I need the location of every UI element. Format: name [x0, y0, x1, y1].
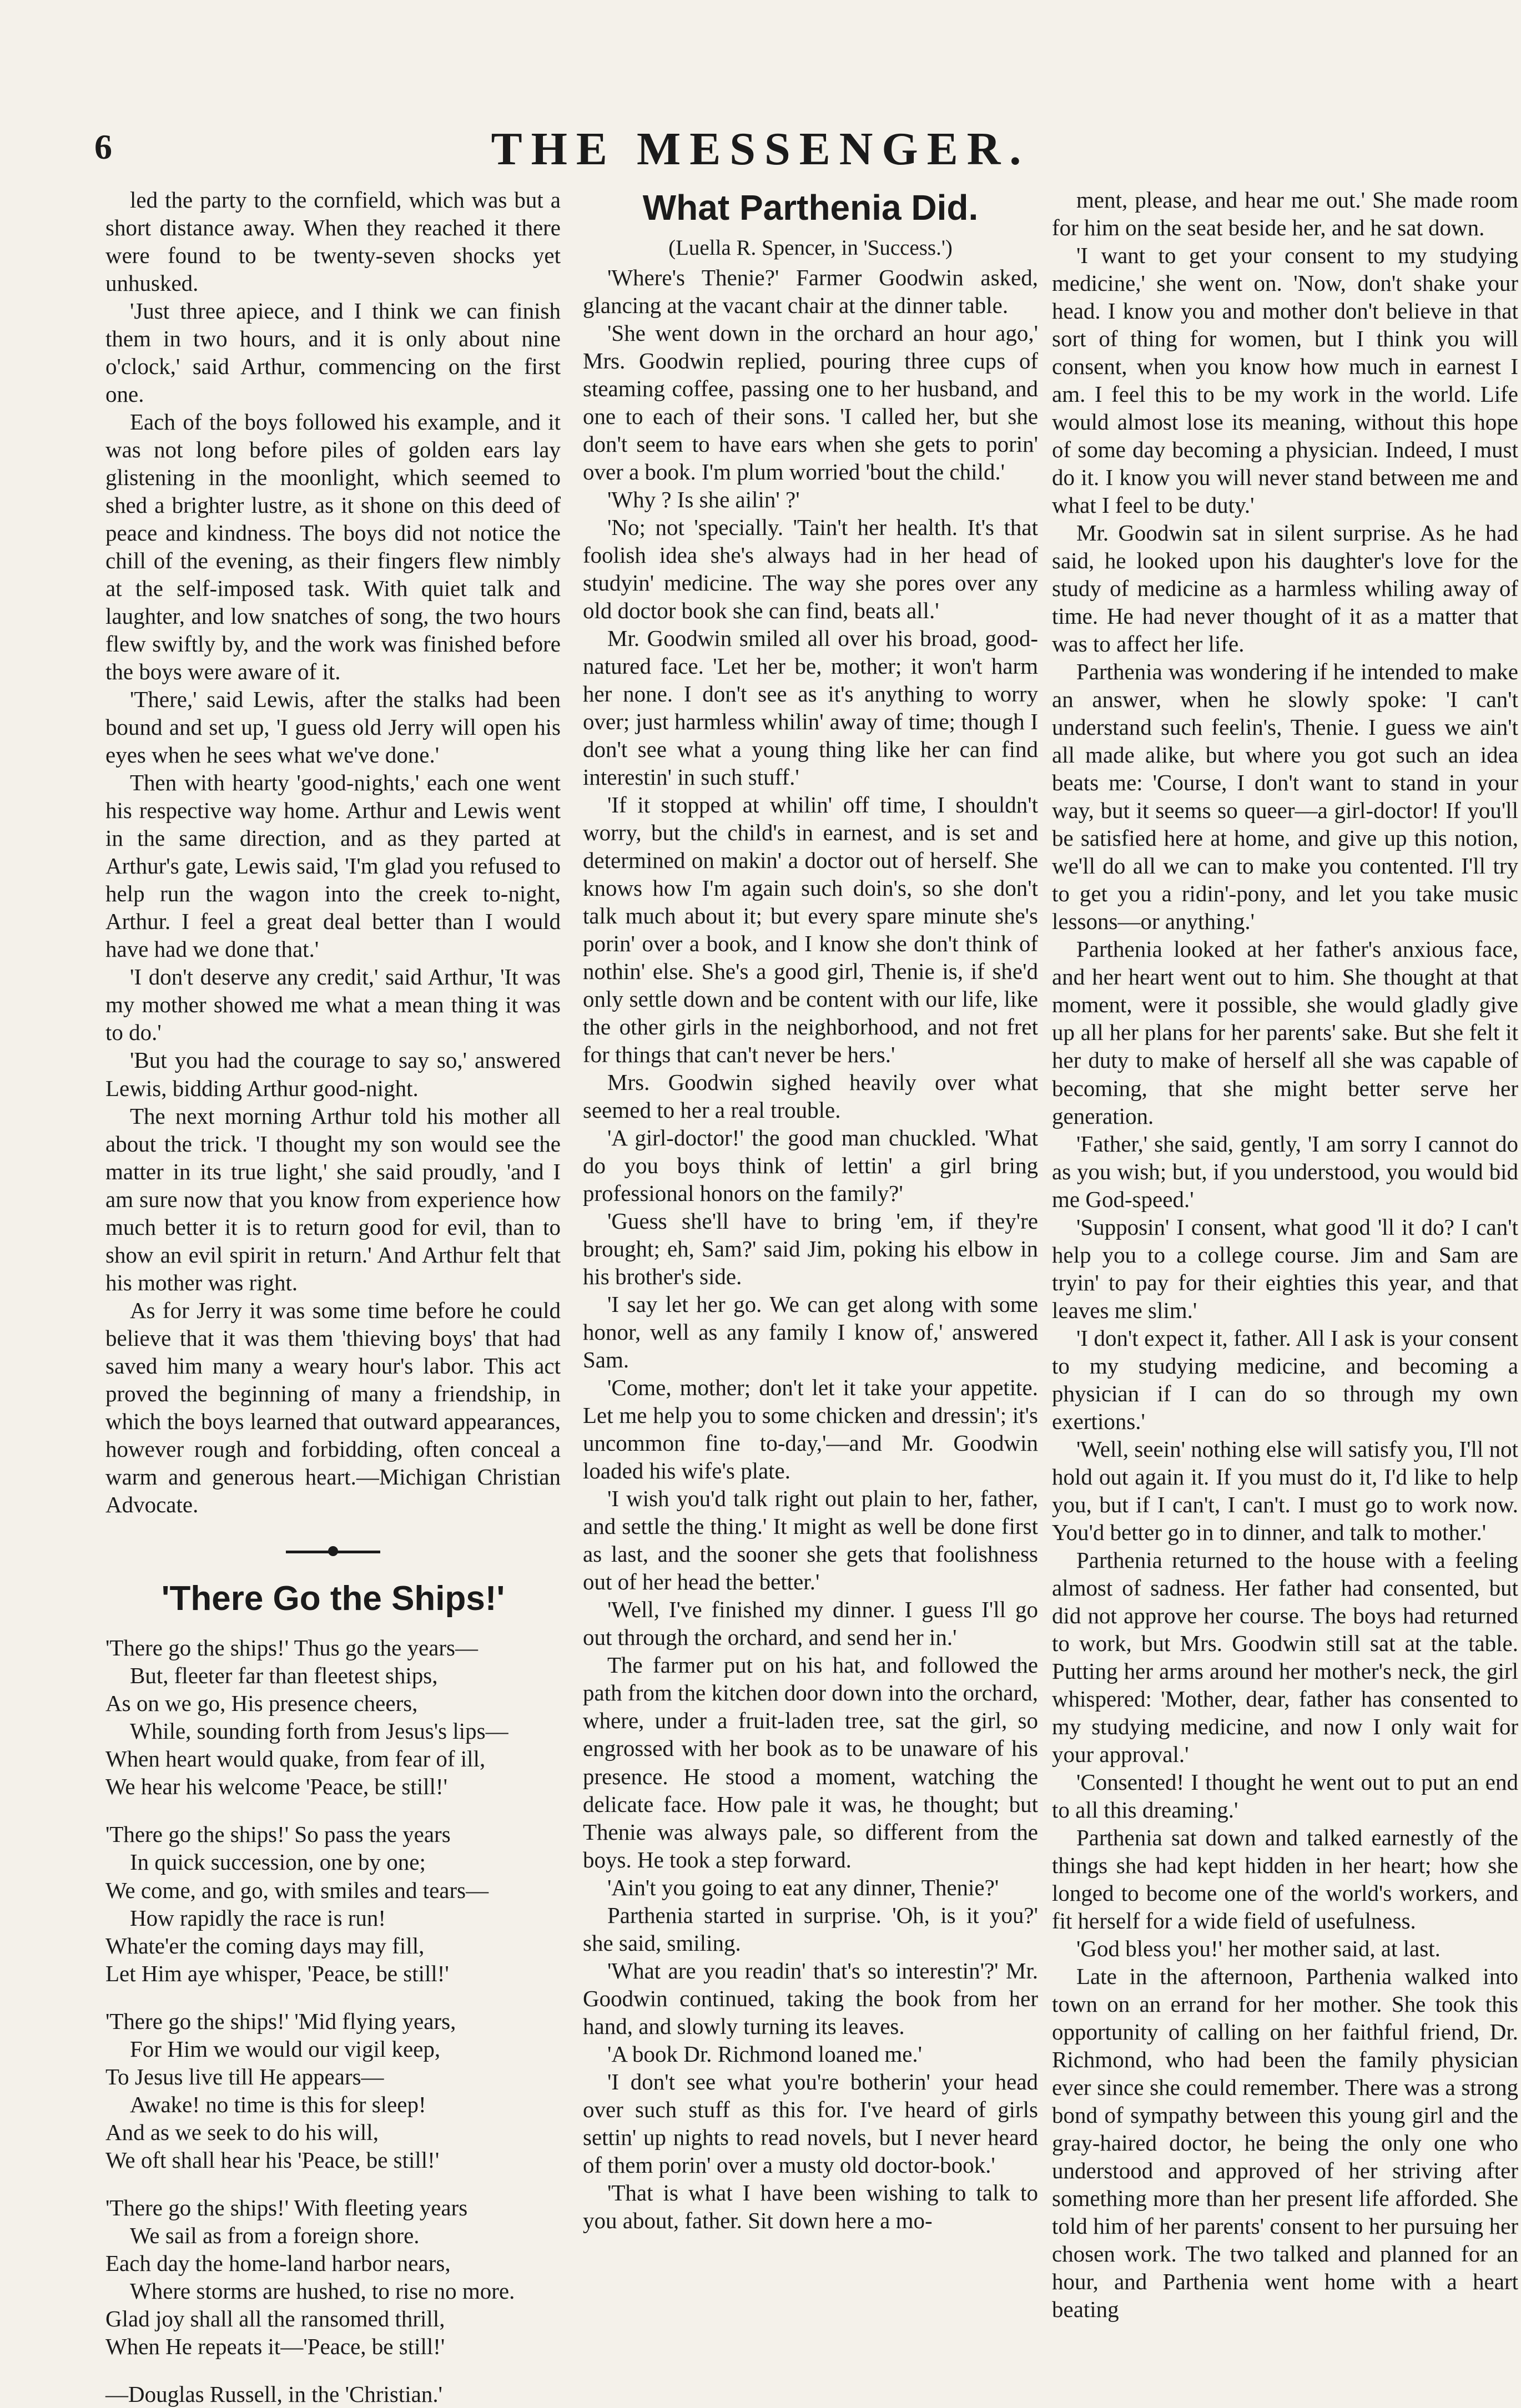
paragraph: 'Well, I've finished my dinner. I guess I'll go out through the orchard, and send her in.': [583, 1597, 1038, 1650]
poem-line: We sail as from a foreign shore.: [130, 2222, 420, 2248]
paragraph: 'I don't expect it, father. All I ask is your consent to my studying medicine, and becoming a physician if I can do so through my own exertions.': [1052, 1325, 1518, 1434]
paragraph: Late in the afternoon, Parthenia walked into town on an errand for her mother. She took this opportunity of calling on her faithful friend, Dr. Richmond, who had been the family physician ever since she could remember. There was a strong bond of sympathy between this young girl and the gray-haired doctor, he being the only one who understood and approved of her striving after something more than her present life afforded. She told him of her parents' consent to her pursuing her chosen work. The two talked and planned for an hour, and Parthenia went home with a heart beating: [1052, 1963, 1518, 2323]
poem-stanza: [105, 1820, 561, 1987]
paragraph: Mr. Goodwin smiled all over his broad, good-natured face. 'Let her be, mother; it won't harm her none. I don't see as it's anything to worry over; just harmless whilin' away of time; though I don't see what a young thing like her can find interestin' in such stuff.': [583, 625, 1038, 790]
paragraph: Mrs. Goodwin sighed heavily over what seemed to her a real trouble.: [583, 1069, 1038, 1123]
paragraph: 'Supposin' I consent, what good 'll it do? I can't help you to a college course. Jim and Sam are tryin' to pay for their eighties this year, and that leaves me slim.': [1052, 1214, 1518, 1323]
paragraph: 'There,' said Lewis, after the stalks had been bound and set up, 'I guess old Jerry will open his eyes when he sees what we've done.': [105, 686, 561, 768]
poem-line: To Jesus live till He appears—: [105, 2063, 384, 2089]
paragraph: 'If it stopped at whilin' off time, I shouldn't worry, but the child's in earnest, and is set and determined on makin' a doctor out of herself. She knows how I'm again such doin's, so she don't talk much about it; but every spare minute she's porin' over a book, and I know she don't think of nothin' else. She's a good girl, Thenie is, if she'd only settle down and be content with our life, like the other girls in the neighborhood, and not fret for things that can't never be hers.': [583, 791, 1038, 1068]
story-body: [583, 264, 1038, 2234]
paragraph: Each of the boys followed his example, and it was not long before piles of golden ears lay glistening in the moonlight, which seemed to shed a brighter lustre, as it shone on this deed of peace and kindness. The boys did not notice the chill of the evening, as their fingers flew nimbly at the self-imposed task. With quiet talk and laughter, and low snatches of song, the two hours flew swiftly by, and the work was finished before the boys were aware of it.: [105, 409, 561, 685]
poem-line: We hear his welcome 'Peace, be still!': [105, 1774, 447, 1800]
poem-line: Let Him aye whisper, 'Peace, be still!': [105, 1960, 449, 1986]
paragraph: Parthenia was wondering if he intended to make an answer, when he slowly spoke: 'I can't understand such feelin's, Thenie. I guess we ain't all made alike, but where you got such an idea beats me: 'Course, I don't want to stand in your way, but it seems so queer—a girl-doctor! If you'll be satisfied here at home, and give up this notion, we'll do all we can to make you contented. I'll try to get you a ridin'-pony, and let you take music lessons—or anything.': [1052, 659, 1518, 935]
poem-line: 'There go the ships!' With fleeting years: [105, 2194, 468, 2220]
poem-line: In quick succession, one by one;: [130, 1849, 426, 1875]
paragraph: Then with hearty 'good-nights,' each one went his respective way home. Arthur and Lewis went in the same direction, and as they parted at Arthur's gate, Lewis said, 'I'm glad you refused to help run the wagon into the creek to-night, Arthur. I feel a great deal better than I would have had we done that.': [105, 770, 561, 962]
masthead: THE MESSENGER.: [491, 123, 1030, 175]
paragraph: 'No; not 'specially. 'Tain't her health. It's that foolish idea she's always had in her head of studyin' medicine. The way she pores over any old doctor book she can find, beats all.': [583, 514, 1038, 623]
paragraph: 'A girl-doctor!' the good man chuckled. 'What do you boys think of lettin' a girl bring professional honors on the family?': [583, 1125, 1038, 1206]
paragraph: 'Why ? Is she ailin' ?': [607, 486, 800, 512]
paragraph: 'I say let her go. We can get along with some honor, well as any family I know of,' answered Sam.: [583, 1291, 1038, 1373]
paragraph: ment, please, and hear me out.' She made room for him on the seat beside her, and he sat down.: [1052, 187, 1518, 241]
paragraph: Parthenia sat down and talked earnestly of the things she had kept hidden in her heart; how she longed to become one of the world's workers, and fit herself for a wide field of usefulness.: [1052, 1824, 1518, 1934]
column-2: [583, 186, 1038, 2234]
poem-line: When heart would quake, from fear of ill,: [105, 1746, 486, 1772]
paragraph: Parthenia started in surprise. 'Oh, is it you?' she said, smiling.: [583, 1902, 1038, 1956]
paragraph: 'Guess she'll have to bring 'em, if they're brought; eh, Sam?' said Jim, poking his elbow in his brother's side.: [583, 1208, 1038, 1290]
poem-line: Where storms are hushed, to rise no more.: [130, 2278, 515, 2304]
paragraph: 'I don't see what you're botherin' your head over such stuff as this for. I've heard of girls settin' up nights to read novels, but I never heard of them porin' over a musty old doctor-book.': [583, 2068, 1038, 2178]
page-header: [83, 122, 1438, 183]
paragraph: Parthenia looked at her father's anxious face, and her heart went out to him. She thought at that moment, were it possible, she would gladly give up all her plans for her parents' sake. But she felt it her duty to make of herself all she was capable of becoming, that she might better serve her generation.: [1052, 936, 1518, 1129]
poem-line: Awake! no time is this for sleep!: [130, 2091, 426, 2117]
poem-attribution: —Douglas Russell, in the 'Christian.': [105, 2381, 442, 2407]
paragraph: The farmer put on his hat, and followed the path from the kitchen door down into the orchard, where, under a fruit-laden tree, sat the girl, so engrossed with her book as to be unaware of his presence. He stood a moment, watching the delicate face. How pale it was, he thought; but Thenie was always pale, so different from the boys. He took a step forward.: [583, 1652, 1038, 1872]
paragraph: As for Jerry it was some time before he could believe that it was them 'thieving boys' that had saved him many a weary hour's labor. This act proved the beginning of many a friendship, in which the boys learned that outward appearances, however rough and forbidding, often conceal a warm and generous heart.—Michigan Christian Advocate.: [105, 1297, 561, 1517]
story-body-continued: [1052, 186, 1518, 2323]
paragraph: Mr. Goodwin sat in silent surprise. As he had said, he looked upon his daughter's love for the study of medicine as a harmless whiling away of time. He had never thought of it as a matter that was to affect her life.: [1052, 520, 1518, 657]
poem-stanza: [105, 2007, 561, 2174]
story-byline: (Luella R. Spencer, in 'Success.'): [668, 236, 953, 260]
column-1: [105, 186, 561, 2408]
paragraph: 'Father,' she said, gently, 'I am sorry I cannot do as you wish; but, if you understood, you would bid me God-speed.': [1052, 1130, 1518, 1212]
poem-line: For Him we would our vigil keep,: [130, 2036, 441, 2062]
paragraph: 'What are you readin' that's so interestin'?' Mr. Goodwin continued, taking the book from her hand, and slowly turning its leaves.: [583, 1957, 1038, 2039]
paragraph: 'That is what I have been wishing to talk to you about, father. Sit down here a mo-: [583, 2179, 1038, 2233]
paragraph: 'Well, seein' nothing else will satisfy you, I'll not hold out again it. If you must do it, I'd like to help you, but if I can't, I can't. I must go to work now. You'd better go in to dinner, and talk to mother.': [1052, 1436, 1518, 1545]
poem-line: We oft shall hear his 'Peace, be still!': [105, 2147, 440, 2173]
poem-line: Whate'er the coming days may fill,: [105, 1932, 425, 1958]
paragraph: led the party to the cornfield, which was but a short distance away. When they reached it there were found to be twenty-seven shocks yet unhusked.: [105, 187, 561, 296]
poem-line: 'There go the ships!' So pass the years: [105, 1821, 451, 1847]
poem-line: 'There go the ships!' 'Mid flying years,: [105, 2008, 456, 2034]
paragraph: 'I don't deserve any credit,' said Arthur, 'It was my mother showed me what a mean thing it was to do.': [105, 964, 561, 1046]
paragraph: 'Just three apiece, and I think we can finish them in two hours, and it is only about nine o'clock,' said Arthur, commencing on the first one.: [105, 298, 561, 407]
poem-line: When He repeats it—'Peace, be still!': [105, 2333, 445, 2359]
column-3: [1052, 186, 1518, 2323]
paragraph: 'A book Dr. Richmond loaned me.': [607, 2041, 923, 2067]
poem-line: 'There go the ships!' Thus go the years—: [105, 1635, 479, 1661]
poem-stanza: [105, 2194, 561, 2360]
paragraph: 'She went down in the orchard an hour ago,' Mrs. Goodwin replied, pouring three cups of steaming coffee, passing one to her husband, and one to each of their sons. 'I called her, but she don't seem to have ears when she gets to porin' over a book. I'm plum worried 'bout the child.': [583, 320, 1038, 484]
paragraph: The next morning Arthur told his mother all about the trick. 'I thought my son would see the matter in its true light,' she said proudly, 'and I am sure now that you know from experience how much better it is to return good for evil, than to show an evil spirit in return.' And Arthur felt that his mother was right.: [105, 1103, 561, 1295]
story-continuation: [105, 186, 561, 1518]
paragraph: 'Come, mother; don't let it take your appetite. Let me help you to some chicken and dressin'; it's uncommon fine to-day,'—and Mr. Goodwin loaded his wife's plate.: [583, 1375, 1038, 1484]
paragraph: Parthenia returned to the house with a feeling almost of sadness. Her father had consented, but did not approve her course. The boys had returned to work, but Mrs. Goodwin still sat at the table. Putting her arms around her mother's neck, the girl whispered: 'Mother, dear, father has consented to my studying medicine, and now I only wait for your approval.': [1052, 1547, 1518, 1767]
paragraph: 'I want to get your consent to my studying medicine,' she went on. 'Now, don't shake your head. I know you and mother don't believe in that sort of thing for women, but I think you will consent, when you know how much in earnest I am. I feel this to be my work in the world. Life would almost lose its meaning, without this hope of some day becoming a physician. Indeed, I must do it. I know you will never stand between me and what I feel to be duty.': [1052, 243, 1518, 518]
section-divider: [286, 1551, 380, 1553]
poem-line: Glad joy shall all the ransomed thrill,: [105, 2305, 445, 2331]
page-number: 6: [94, 127, 112, 166]
paragraph: 'But you had the courage to say so,' answered Lewis, bidding Arthur good-night.: [105, 1047, 561, 1101]
poem-line: But, fleeter far than fleetest ships,: [130, 1663, 438, 1689]
poem-line: How rapidly the race is run!: [130, 1905, 386, 1931]
paragraph: 'Where's Thenie?' Farmer Goodwin asked, glancing at the vacant chair at the dinner table.: [583, 264, 1038, 318]
poem-line: We come, and go, with smiles and tears—: [105, 1877, 489, 1903]
paragraph: 'Ain't you going to eat any dinner, Thenie?': [607, 1874, 999, 1900]
poem-line: And as we seek to do his will,: [105, 2119, 379, 2145]
poem-line: Each day the home-land harbor nears,: [105, 2250, 451, 2276]
poem-body: [105, 1634, 561, 2360]
paragraph: 'God bless you!' her mother said, at last.: [1076, 1935, 1441, 1961]
story-title: What Parthenia Did.: [642, 188, 979, 228]
poem-stanza: [105, 1634, 561, 1800]
poem-line: While, sounding forth from Jesus's lips—: [130, 1718, 508, 1744]
paragraph: 'Consented! I thought he went out to put an end to all this dreaming.': [1052, 1769, 1518, 1823]
paragraph: 'I wish you'd talk right out plain to her, father, and settle the thing.' It might as well be done first as last, and the sooner she gets that foolishness out of her head the better.': [583, 1486, 1038, 1595]
poem-line: As on we go, His presence cheers,: [105, 1690, 418, 1717]
poem-title: 'There Go the Ships!': [161, 1579, 505, 1618]
